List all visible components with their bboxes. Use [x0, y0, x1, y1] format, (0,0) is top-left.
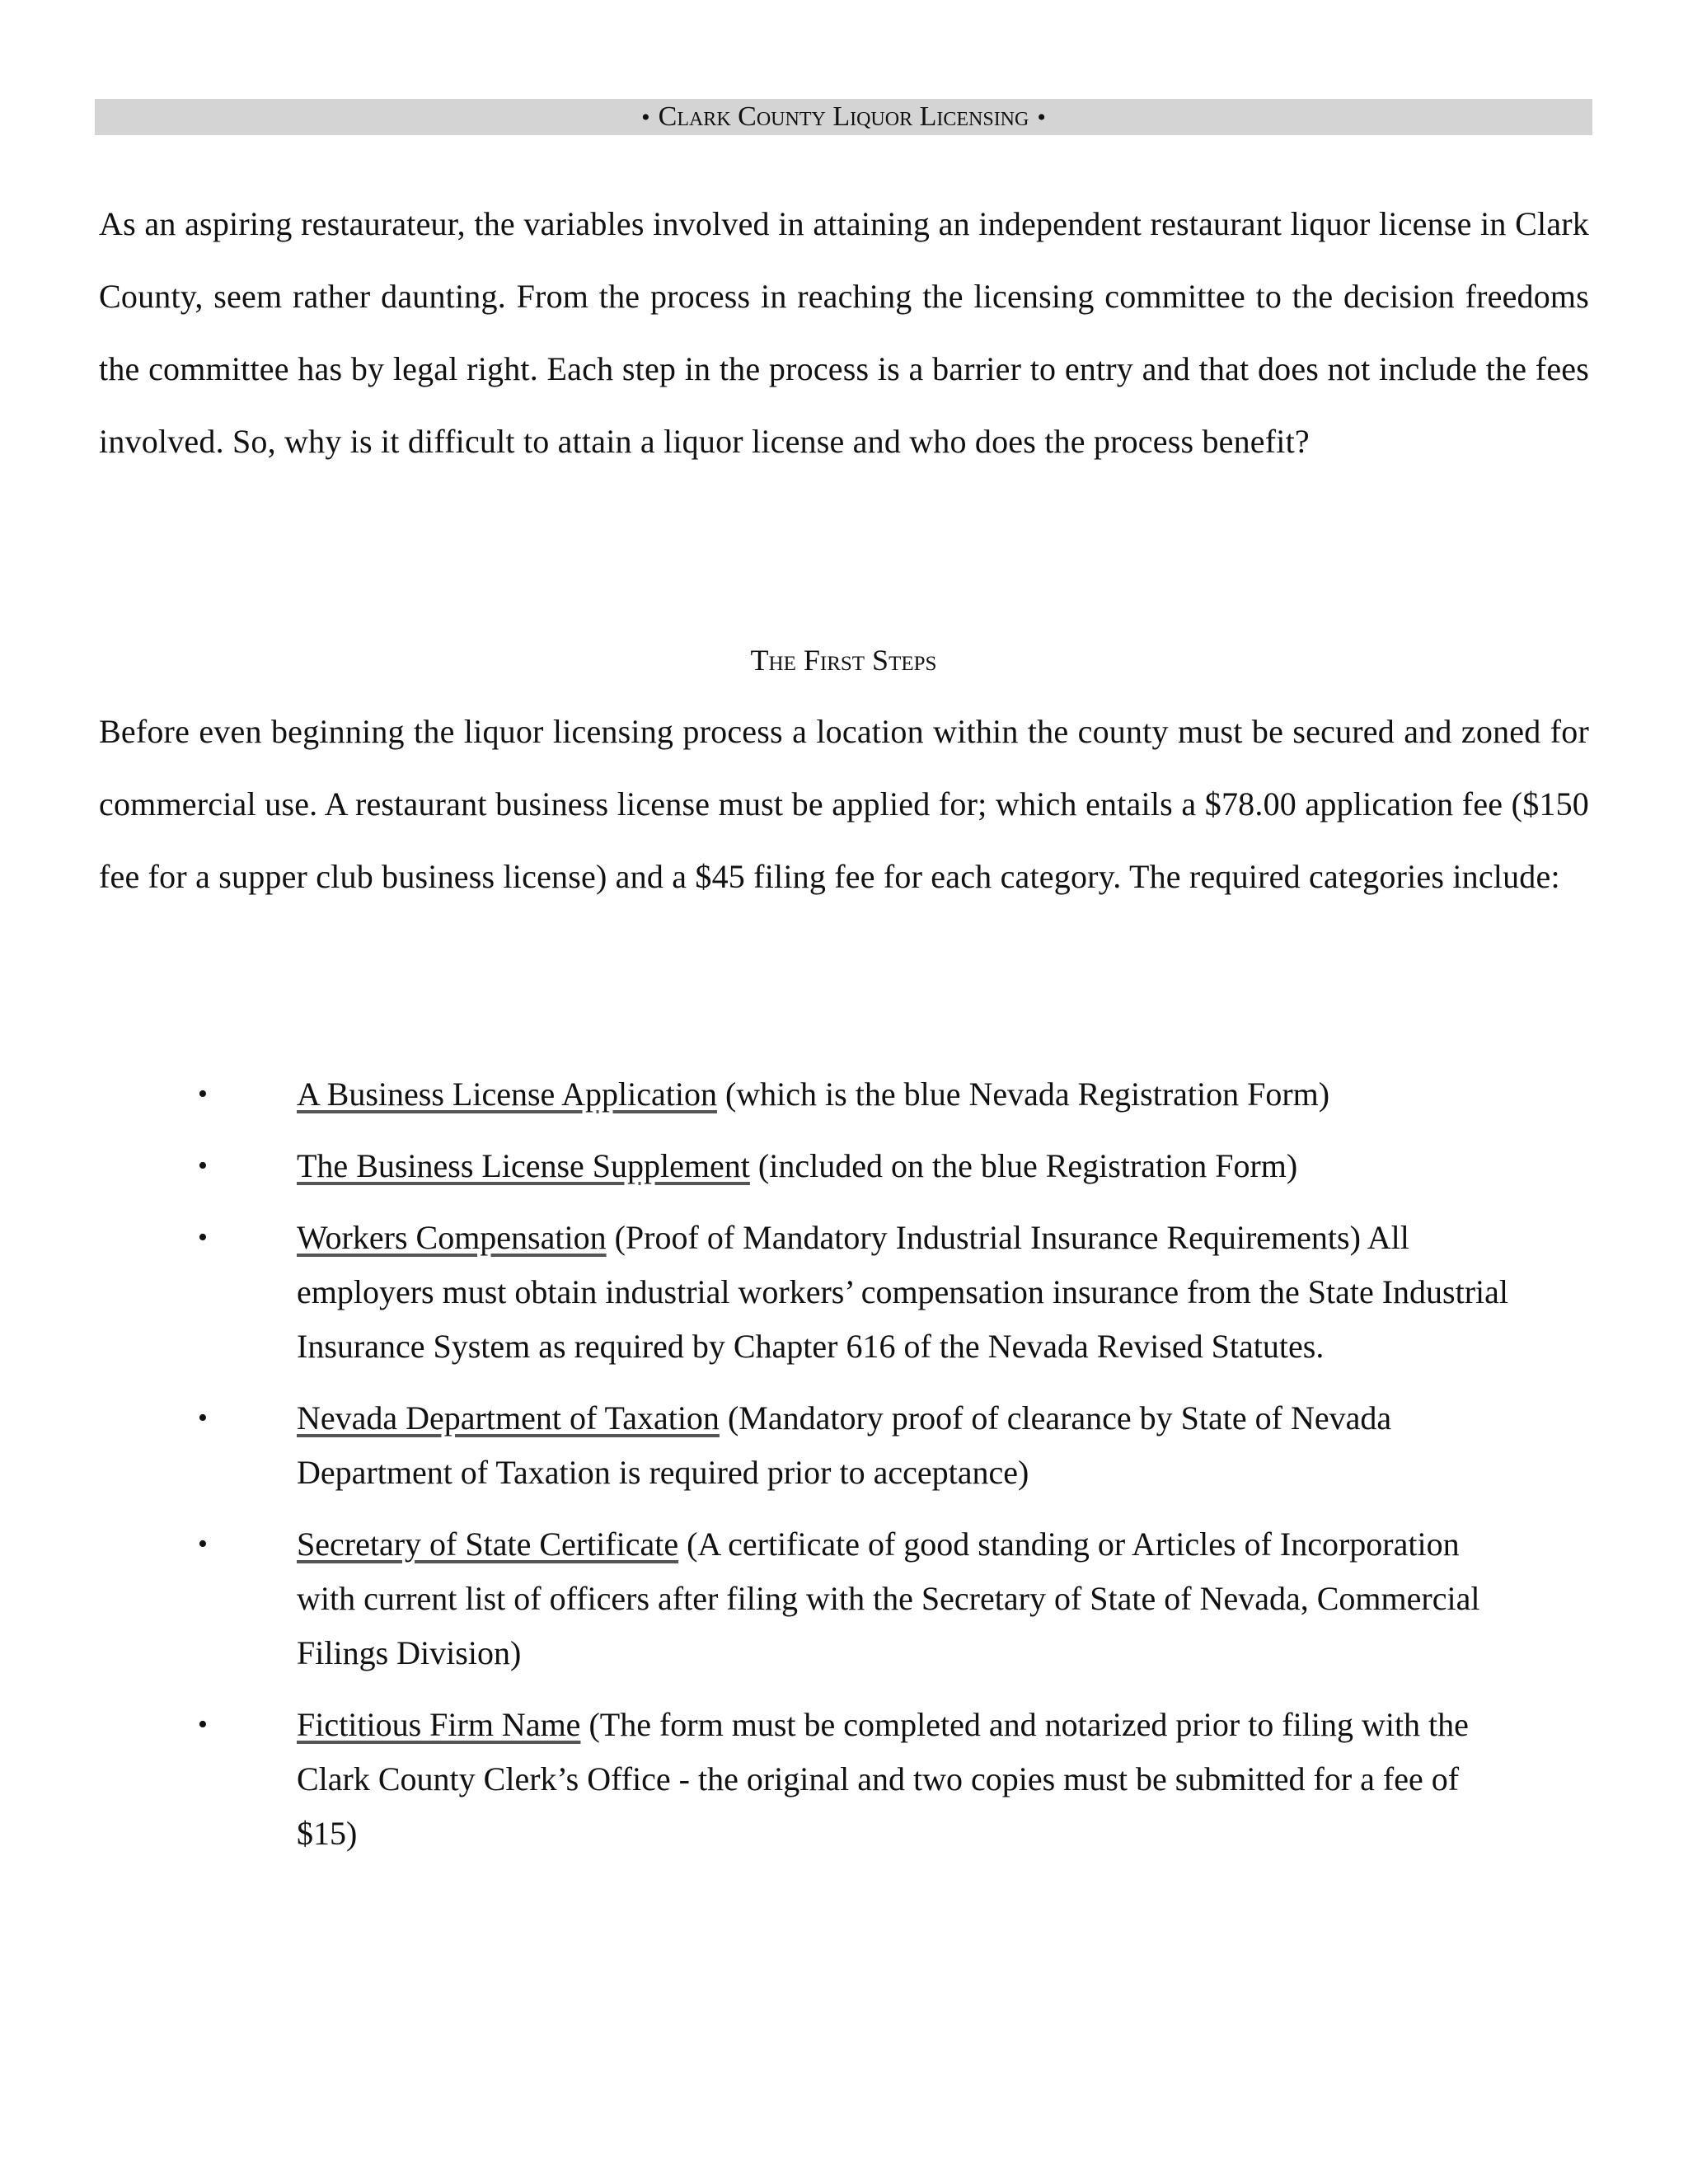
category-title: Secretary of State Certificate	[297, 1526, 679, 1563]
bullet-icon: •	[198, 1222, 208, 1253]
category-title: Nevada Department of Taxation	[297, 1399, 720, 1436]
first-steps-paragraph: Before even beginning the liquor licensing process a location within the county must be secured and zoned for commercial use. A restaurant business license must be applied for; which entails a $78.00 application fee ($150 fee for a supper club business license) and a $45 filing fee for each category. The required categories include:	[99, 713, 1589, 895]
category-description: (Proof of Mandatory Industrial Insurance Requirements) All employers must obtain industrial workers’ compensation insurance from the State Industrial Insurance System as required by Chapter 616 of the Nevada Revised Statutes.	[297, 1219, 1509, 1365]
bullet-icon: •	[198, 1151, 208, 1181]
list-item-text	[297, 1698, 1525, 1861]
list-item-text	[297, 1391, 1525, 1500]
list-item	[0, 1139, 1688, 1193]
section-heading: The First Steps	[750, 644, 937, 677]
required-categories-list	[0, 1067, 1688, 1878]
list-item-text	[297, 1139, 1525, 1193]
category-title: Workers Compensation	[297, 1219, 607, 1256]
list-item	[0, 1067, 1688, 1122]
running-header	[95, 99, 1592, 135]
intro-paragraph: As an aspiring restaurateur, the variables involved in attaining an independent restaurant liquor license in Clark County, seem rather daunting. From the process in reaching the licensing committee to the decision freedoms the committee has by legal right. Each step in the process is a barrier to entry and that does not include the fees involved. So, why is it difficult to attain a liquor license and who does the process benefit?	[99, 205, 1589, 460]
list-item	[0, 1391, 1688, 1500]
category-title: The Business License Supplement	[297, 1147, 750, 1184]
bullet-icon: •	[198, 1529, 208, 1559]
header-bullet-left: •	[641, 104, 650, 131]
category-description: (Mandatory proof of clearance by State of Nevada Department of Taxation is required prior to acceptance)	[297, 1399, 1392, 1491]
category-title: Fictitious Firm Name	[297, 1706, 581, 1743]
list-item	[0, 1211, 1688, 1374]
bullet-icon: •	[198, 1079, 208, 1109]
bullet-icon: •	[198, 1403, 208, 1433]
header-bullet-right: •	[1037, 104, 1046, 131]
category-title: A Business License Application	[297, 1076, 717, 1113]
category-description: (included on the blue Registration Form)	[749, 1147, 1298, 1184]
list-item-text	[297, 1517, 1525, 1680]
list-item	[0, 1517, 1688, 1680]
category-description: (The form must be completed and notarized prior to filing with the Clark County Clerk’s Office - the original and two copies must be submitted for a fee of $15)	[297, 1706, 1469, 1852]
list-item	[0, 1698, 1688, 1861]
list-item-text	[297, 1211, 1525, 1374]
bullet-icon: •	[198, 1709, 208, 1740]
header-title: Clark County Liquor Licensing	[658, 101, 1029, 132]
category-description: (which is the blue Nevada Registration Form)	[716, 1076, 1330, 1113]
category-description: (A certificate of good standing or Articles of Incorporation with current list of officers after filing with the Secretary of State of Nevada, Commercial Filings Division)	[297, 1526, 1480, 1671]
list-item-text	[297, 1067, 1525, 1122]
